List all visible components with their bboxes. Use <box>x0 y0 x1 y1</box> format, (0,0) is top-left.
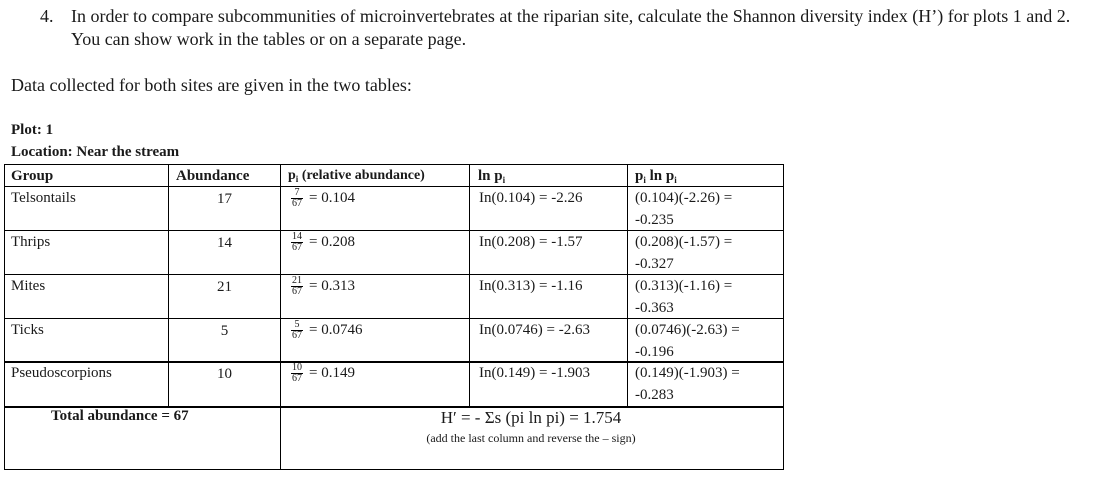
cell-group: Ticks <box>11 322 44 338</box>
cell-abundance: 17 <box>217 191 232 207</box>
intro-text: Data collected for both sites are given in the two tables: <box>11 75 412 95</box>
cell-ln-pi: In(0.313) = -1.16 <box>479 278 583 294</box>
cell-ln-pi: In(0.208) = -1.57 <box>479 234 583 250</box>
cell-ln-pi: In(0.149) = -1.903 <box>479 365 590 381</box>
cell-ln-pi: In(0.104) = -2.26 <box>479 190 583 206</box>
cell-abundance: 5 <box>220 323 229 339</box>
fraction: $\frac{5}{67}$ <box>292 319 302 342</box>
cell-group: Mites <box>11 278 46 294</box>
fraction: $\frac{14}{67}$ <box>292 231 302 254</box>
cell-relative-abundance: $\frac{14}{67}$ = 0.208 <box>292 231 355 254</box>
header-ln-pi: $\ln p_i$ <box>478 168 506 185</box>
cell-abundance: 10 <box>217 366 232 382</box>
question-text: In order to compare subcommunities of microinvertebrates at the riparian site, calculate the Shannon diversity index (H’) for plots 1 and 2. You can show work in the tables or on a separate page. <box>71 6 1071 49</box>
fraction: $\frac{10}{67}$ <box>292 362 302 385</box>
cell-relative-abundance: $\frac{21}{67}$ = 0.313 <box>292 275 355 298</box>
total-abundance: Total abundance = 67 <box>51 408 189 424</box>
plot-location: Location: Near the stream <box>11 144 180 160</box>
cell-relative-abundance: $\frac{7}{67}$ = 0.104 <box>292 187 355 210</box>
cell-pi-ln-pi: (0.0746)(-2.63) = -0.196 <box>635 322 740 360</box>
cell-pi-ln-pi: (0.104)(-2.26) = -0.235 <box>635 190 733 228</box>
header-abundance: Abundance <box>176 168 250 184</box>
cell-abundance: 21 <box>217 279 232 295</box>
cell-relative-abundance: $\frac{5}{67}$ = 0.0746 <box>292 319 363 342</box>
header-pi-ln-pi: $p_i$ $\ln p_i$ <box>635 168 677 185</box>
fraction: $\frac{7}{67}$ <box>292 187 302 210</box>
header-group: Group <box>11 168 54 184</box>
col-divider <box>627 164 628 407</box>
fraction: $\frac{21}{67}$ <box>292 275 302 298</box>
cell-pi-ln-pi: (0.149)(-1.903) = -0.283 <box>635 365 740 403</box>
question <box>40 5 1080 51</box>
shannon-formula: H′ = - Σs (pi ln pi) = 1.754 <box>440 408 622 427</box>
plot-title: Plot: 1 <box>11 122 54 138</box>
cell-relative-abundance: $\frac{10}{67}$ = 0.149 <box>292 362 355 385</box>
question-number: 4. <box>40 6 54 26</box>
cell-pi-ln-pi: (0.313)(-1.16) = -0.363 <box>635 278 733 316</box>
cell-abundance: 14 <box>217 235 232 251</box>
header-relative-abundance: $p_i$ (relative abundance) <box>288 168 425 184</box>
shannon-note: (add the last column and reverse the – sign) <box>426 431 636 445</box>
cell-group: Telsontails <box>11 190 76 206</box>
cell-pi-ln-pi: (0.208)(-1.57) = -0.327 <box>635 234 733 272</box>
cell-group: Pseudoscorpions <box>11 365 112 381</box>
cell-ln-pi: In(0.0746) = -2.63 <box>479 322 590 338</box>
cell-group: Thrips <box>11 234 51 250</box>
col-divider <box>469 164 470 407</box>
